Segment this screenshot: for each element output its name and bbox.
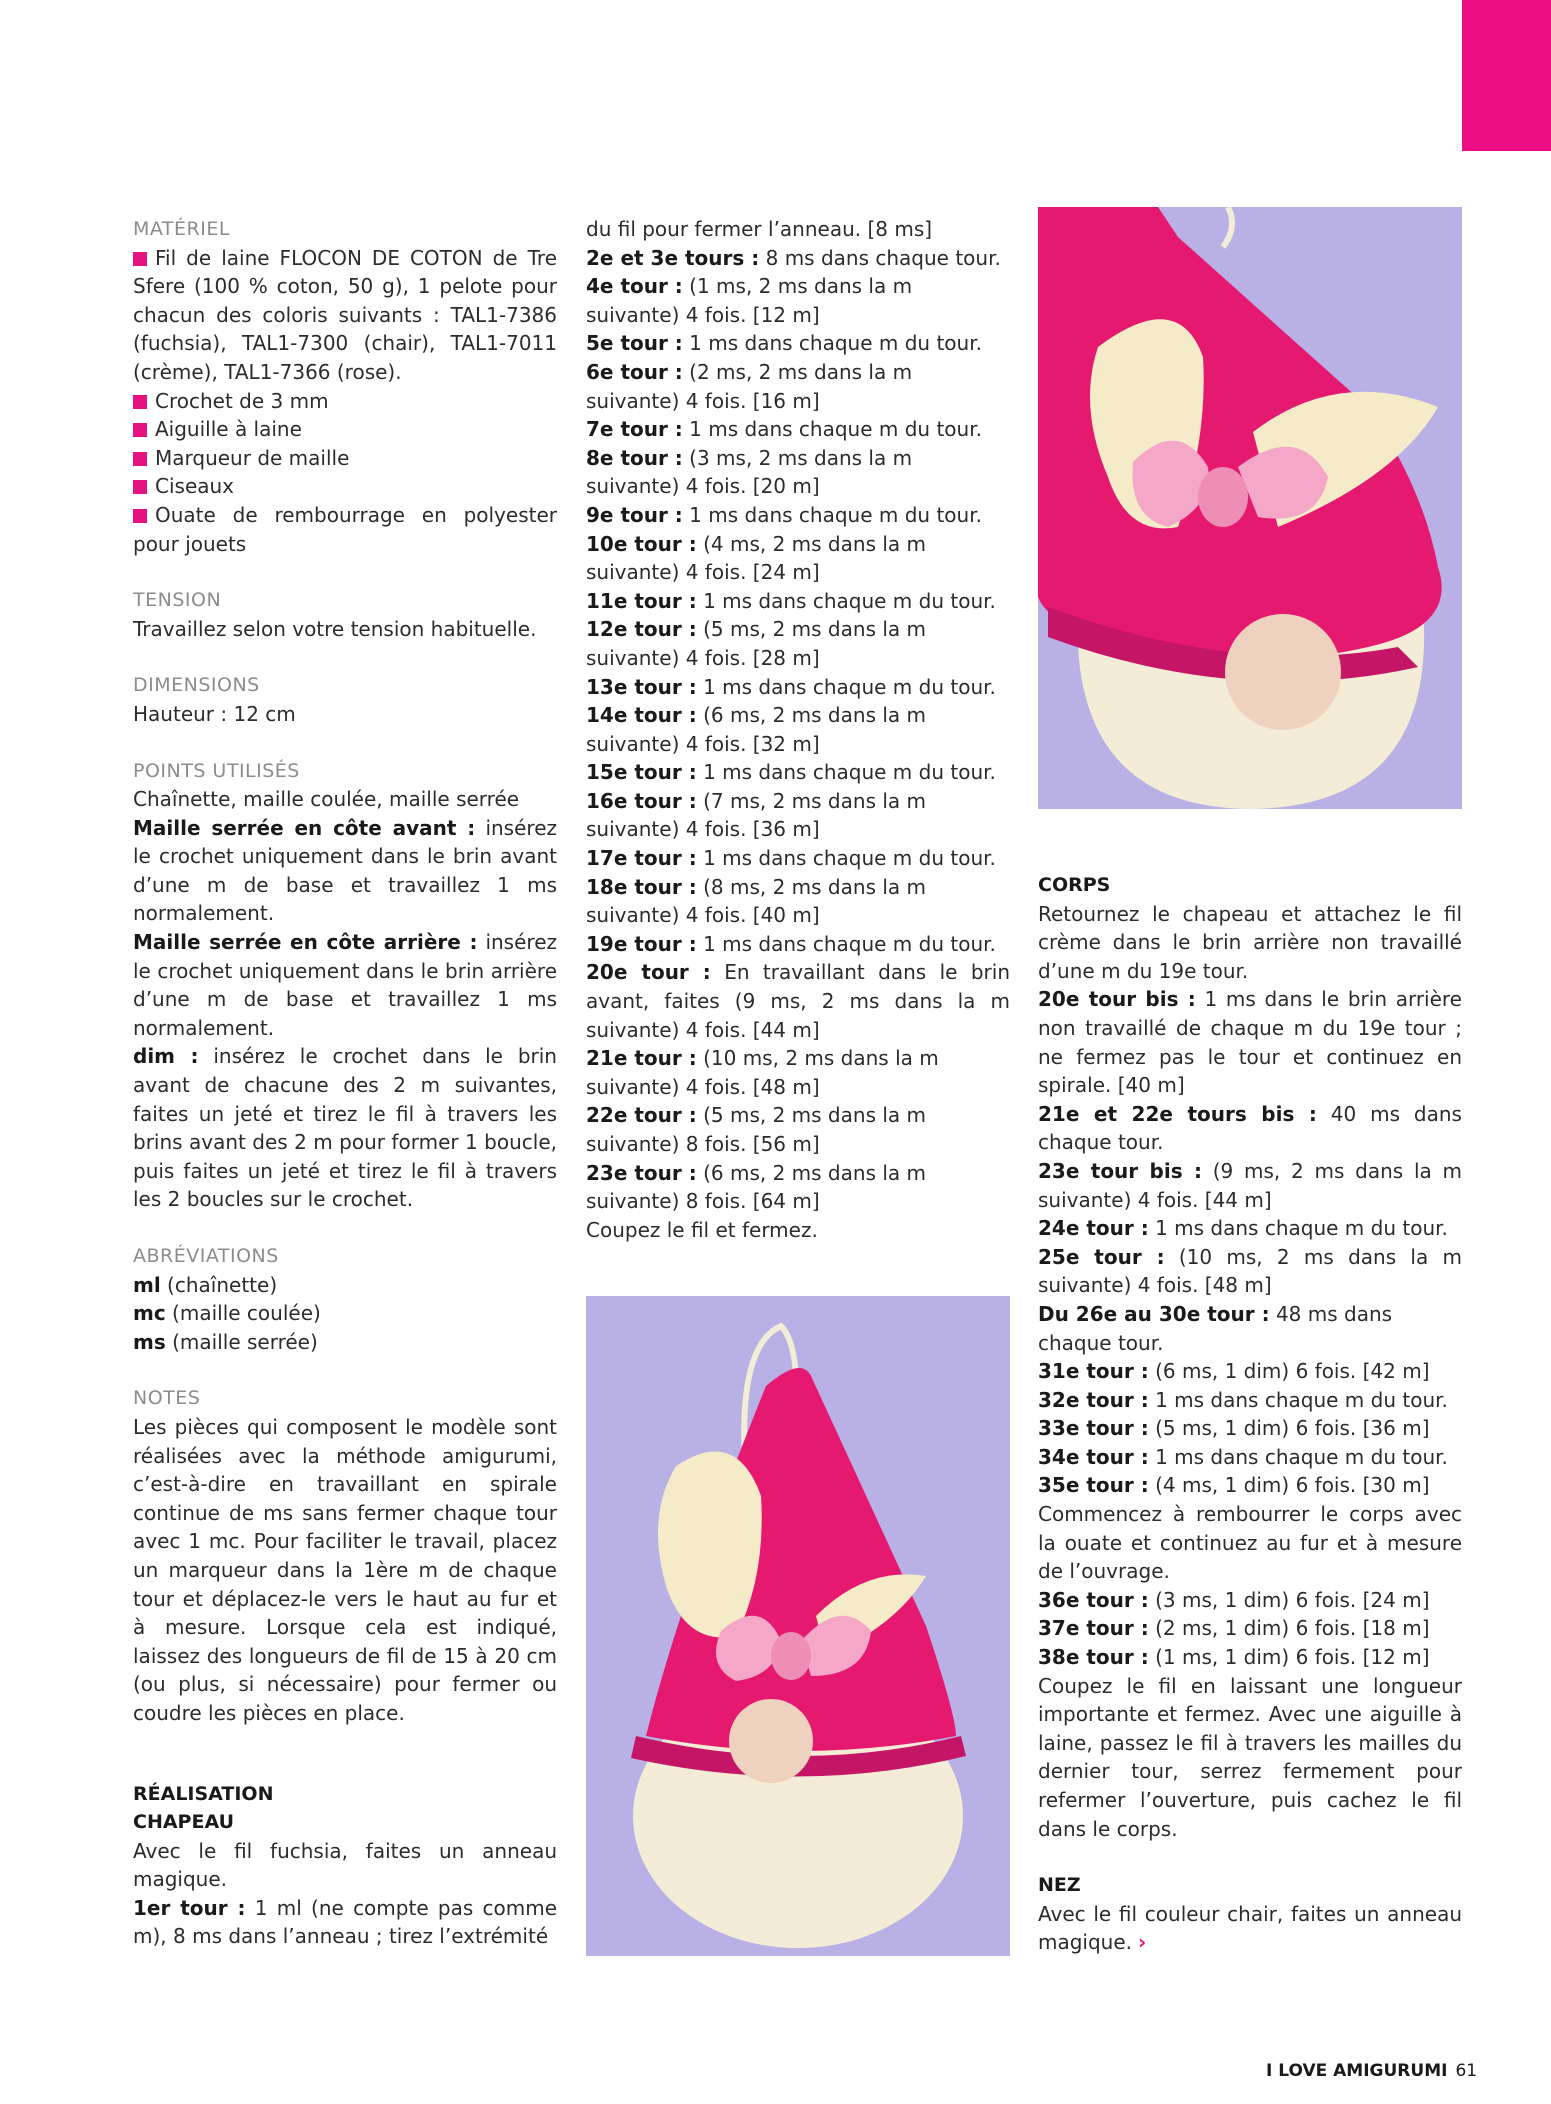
round-instruction: 6e tour : (2 ms, 2 ms dans la m suivante) 4 fois. [16 m] <box>586 359 913 413</box>
round-instruction: 20e tour : En travaillant dans le brin avant, faites (9 ms, 2 ms dans la m suivante) 4 fois. [44 m] <box>586 960 1010 1042</box>
round-instruction: 25e tour : (10 ms, 2 ms dans la m suivante) 4 fois. [48 m] <box>1038 1244 1463 1298</box>
heading-corps: CORPS <box>1038 874 1111 896</box>
abbreviation-item: ml (chaînette) <box>133 1272 278 1297</box>
corps-end: Coupez le fil en laissant une longueur importante et fermez. Avec une aiguille à laine, passez le fil à travers les mailles du dernier tour, serrez fermement pour refermer l’ouverture, puis cachez le fil dans le corps. <box>1038 1673 1462 1841</box>
bullet-square-icon <box>133 452 147 466</box>
round-instruction: 36e tour : (3 ms, 1 dim) 6 fois. [24 m] <box>1038 1587 1430 1612</box>
heading-chapeau: CHAPEAU <box>133 1811 235 1834</box>
round-instruction: 24e tour : 1 ms dans chaque m du tour. <box>1038 1216 1448 1241</box>
column-left <box>133 215 557 1951</box>
point-definition: Maille serrée en côte avant : insérez le crochet uniquement dans le brin avant d’une m de base et travaillez 1 ms normalement. <box>133 815 557 926</box>
magazine-name: I LOVE AMIGURUMI <box>1266 2061 1448 2081</box>
column-right <box>1038 871 1462 1957</box>
abbreviation-item: ms (maille serrée) <box>133 1329 318 1354</box>
section-abreviations <box>133 1242 557 1356</box>
round-instruction: 16e tour : (7 ms, 2 ms dans la m suivante) 4 fois. [36 m] <box>586 788 926 842</box>
round-instruction: 2e et 3e tours : 8 ms dans chaque tour. <box>586 245 1001 270</box>
corps-intro: Retournez le chapeau et attachez le fil crème dans le brin arrière non travaillé d’une m du 19e tour. <box>1038 901 1462 983</box>
column-middle <box>586 215 1010 1244</box>
round-instruction: 12e tour : (5 ms, 2 ms dans la m suivante) 4 fois. [28 m] <box>586 617 926 670</box>
heading-dimensions: DIMENSIONS <box>133 674 260 697</box>
round-instruction: 18e tour : (8 ms, 2 ms dans la m suivante) 4 fois. [40 m] <box>586 874 926 928</box>
round-instruction: 21e tour : (10 ms, 2 ms dans la m suivante) 4 fois. [48 m] <box>586 1046 939 1099</box>
round-instruction: 15e tour : 1 ms dans chaque m du tour. <box>586 760 996 785</box>
materiel-item: Marqueur de maille <box>133 444 557 473</box>
round-instruction: 38e tour : (1 ms, 1 dim) 6 fois. [12 m] <box>1038 1645 1430 1670</box>
round-instruction: 37e tour : (2 ms, 1 dim) 6 fois. [18 m] <box>1038 1616 1430 1641</box>
abbreviation-item: mc (maille coulée) <box>133 1301 321 1326</box>
round-instruction: 31e tour : (6 ms, 1 dim) 6 fois. [42 m] <box>1038 1359 1430 1384</box>
section-points <box>133 757 557 1215</box>
round-instruction: 4e tour : (1 ms, 2 ms dans la m suivante) 4 fois. [12 m] <box>586 274 913 327</box>
chapeau-end: Coupez le fil et fermez. <box>586 1217 818 1242</box>
gnome-photo-full <box>586 1296 1010 1956</box>
round-instruction: 32e tour : 1 ms dans chaque m du tour. <box>1038 1387 1448 1412</box>
materiel-item: Ouate de rembourrage en polyester pour jouets <box>133 502 557 556</box>
round-instruction: 34e tour : 1 ms dans chaque m du tour. <box>1038 1444 1448 1469</box>
round-instruction: 14e tour : (6 ms, 2 ms dans la m suivante) 4 fois. [32 m] <box>586 703 926 756</box>
section-materiel <box>133 215 557 558</box>
chapeau-intro: Avec le fil fuchsia, faites un anneau magique. <box>133 1838 557 1892</box>
round-instruction: 8e tour : (3 ms, 2 ms dans la m suivante) 4 fois. [20 m] <box>586 445 913 499</box>
gnome-photo-closeup <box>1038 207 1462 809</box>
bullet-square-icon <box>133 480 147 494</box>
materiel-item: Aiguille à laine <box>133 415 557 444</box>
heading-nez: NEZ <box>1038 1874 1081 1897</box>
heading-materiel: MATÉRIEL <box>133 218 230 240</box>
round-instruction: 7e tour : 1 ms dans chaque m du tour. <box>586 417 982 442</box>
round-instruction: 21e et 22e tours bis : 40 ms dans chaque tour. <box>1038 1101 1462 1155</box>
round-instruction: 13e tour : 1 ms dans chaque m du tour. <box>586 674 996 699</box>
bullet-square-icon <box>133 252 147 266</box>
tension-text: Travaillez selon votre tension habituelle. <box>133 616 537 641</box>
heading-tension: TENSION <box>133 589 222 612</box>
round-instruction: 33e tour : (5 ms, 1 dim) 6 fois. [36 m] <box>1038 1416 1430 1441</box>
gnome-closeup-illustration <box>1038 207 1462 809</box>
round-instruction: 9e tour : 1 ms dans chaque m du tour. <box>586 502 982 527</box>
section-realisation <box>133 1780 557 1952</box>
round-instruction: 19e tour : 1 ms dans chaque m du tour. <box>586 931 996 956</box>
point-definition: Maille serrée en côte arrière : insérez le crochet uniquement dans le brin arrière d’une m de base et travaillez 1 ms normalement. <box>133 930 557 1040</box>
bullet-square-icon <box>133 423 147 437</box>
round-instruction: 23e tour bis : (9 ms, 2 ms dans la m suivante) 4 fois. [44 m] <box>1038 1158 1462 1212</box>
section-tension <box>133 586 557 643</box>
heading-notes: NOTES <box>133 1387 201 1410</box>
materiel-item: Fil de laine FLOCON DE COTON de Tre Sfere (100 % coton, 50 g), 1 pelote pour chacun des coloris suivants : TAL1-7386 (fuchsia), TAL1-7300 (chair), TAL1-7011 (crème), TAL1-7366 (rose). <box>133 245 557 384</box>
continue-arrow-icon: › <box>1138 1930 1147 1955</box>
materiel-item: Ciseaux <box>133 472 557 501</box>
bullet-square-icon <box>133 509 147 523</box>
gnome-full-illustration <box>586 1296 1010 1956</box>
round-instruction: 20e tour bis : 1 ms dans le brin arrière non travaillé de chaque m du 19e tour ; ne fermez pas le tour et continuez en spirale. [40 m] <box>1038 987 1462 1098</box>
round-instruction: Du 26e au 30e tour : 48 ms dans chaque tour. <box>1038 1301 1393 1355</box>
heading-realisation: RÉALISATION <box>133 1782 274 1805</box>
round-instruction: 23e tour : (6 ms, 2 ms dans la m suivante) 8 fois. [64 m] <box>586 1160 926 1214</box>
notes-text: Les pièces qui composent le modèle sont réalisées avec la méthode amigurumi, c’est-à-dire en travaillant en spirale continue de ms sans fermer chaque tour avec 1 mc. Pour faciliter le travail, placez un marqueur dans la 1ère m de chaque tour et déplacez-le vers le haut au fur et à mesure. Lorsque cela est indiqué, laissez des longueurs de fil de 15 à 20 cm (ou plus, si nécessaire) pour fermer ou coudre les pièces en place. <box>133 1414 557 1725</box>
materiel-list <box>133 244 557 559</box>
heading-points: POINTS UTILISÉS <box>133 759 300 782</box>
round-instruction: 10e tour : (4 ms, 2 ms dans la m suivante) 4 fois. [24 m] <box>586 531 926 585</box>
materiel-item: Crochet de 3 mm <box>133 387 557 416</box>
page-footer <box>1266 2057 1478 2086</box>
round-instruction: 17e tour : 1 ms dans chaque m du tour. <box>586 846 996 871</box>
nez-text: Avec le fil couleur chair, faites un anneau magique. › <box>1038 1901 1462 1955</box>
corps-stuffing: Commencez à rembourrer le corps avec la ouate et continuez au fur et à mesure de l’ouvrage. <box>1038 1502 1462 1584</box>
heading-abreviations: ABRÉVIATIONS <box>133 1245 279 1267</box>
page-number: 61 <box>1455 2061 1478 2081</box>
bullet-square-icon <box>133 395 147 409</box>
section-notes <box>133 1384 557 1727</box>
chapeau-continued: du fil pour fermer l’anneau. [8 ms] <box>586 217 933 241</box>
round-instruction: 35e tour : (4 ms, 1 dim) 6 fois. [30 m] <box>1038 1473 1430 1498</box>
round-instruction: 22e tour : (5 ms, 2 ms dans la m suivante) 8 fois. [56 m] <box>586 1103 926 1156</box>
round-instruction: 1er tour : 1 ml (ne compte pas comme m), 8 ms dans l’anneau ; tirez l’extrémité <box>133 1895 558 1949</box>
point-definition: dim : insérez le crochet dans le brin avant de chacune des 2 m suivantes, faites un jeté et tirez le fil à travers les brins avant des 2 m pour former 1 boucle, puis faites un jeté et tirez le fil à travers les 2 boucles sur le crochet. <box>133 1044 557 1212</box>
round-instruction: 5e tour : 1 ms dans chaque m du tour. <box>586 331 982 356</box>
round-instruction: 11e tour : 1 ms dans chaque m du tour. <box>586 588 996 613</box>
section-dimensions <box>133 671 557 728</box>
points-intro: Chaînette, maille coulée, maille serrée <box>133 787 520 812</box>
dimensions-text: Hauteur : 12 cm <box>133 701 296 726</box>
page-corner-tab <box>1462 0 1551 151</box>
